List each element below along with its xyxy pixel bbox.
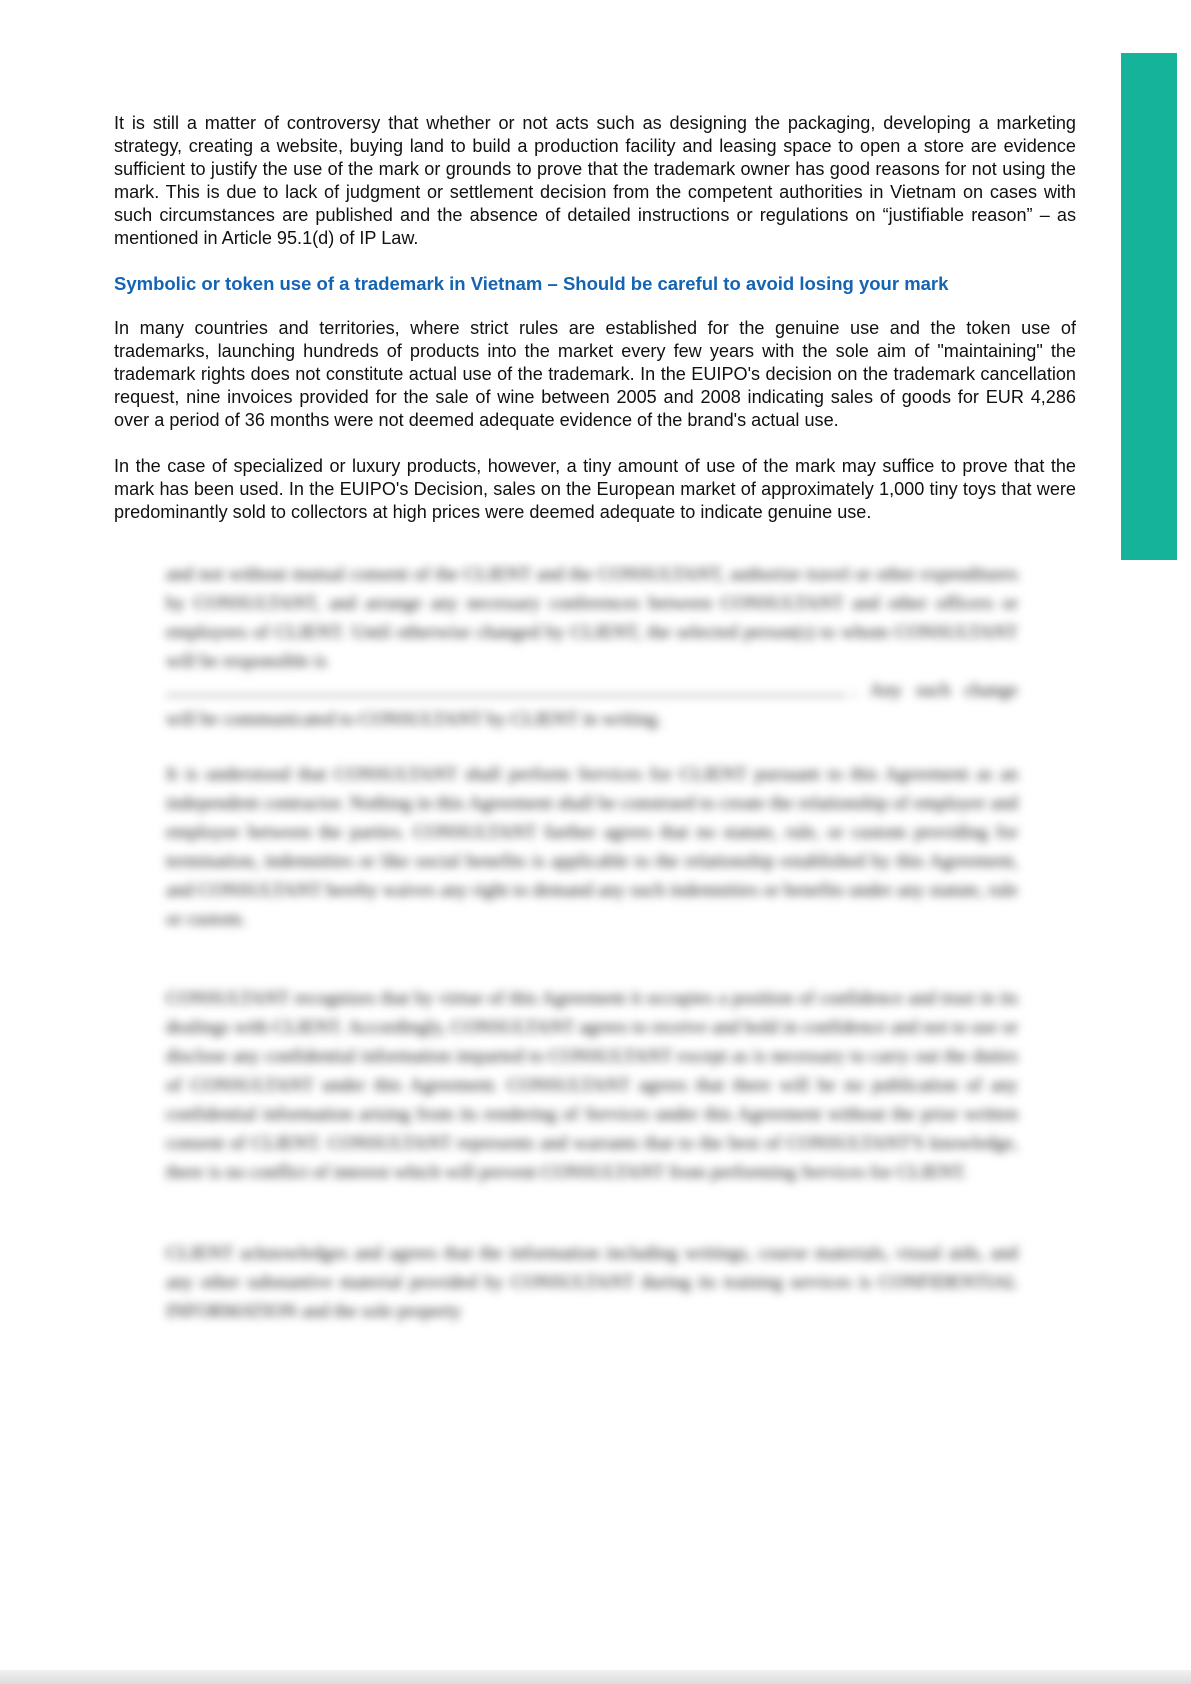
blurred-paragraph: CONSULTANT recognizes that by virtue of this Agreement it occupies a position of confidence and trust in its dealings with CLIENT. Accordingly, CONSULTANT agrees to receive and hold in confidence and not to use or disclose any confidential information imparted to CONSULTANT except as is necessary to carry out the duties of CONSULTANT under this Agreement. CONSULTANT agrees that there will be no publication of any confidential information arising from its rendering of Services under this Agreement without the prior written consent of CLIENT. CONSULTANT represents and warrants that to the best of CONSULTANT'S knowledge, there is no conflict of interest which will prevent CONSULTANT from performing Services for CLIENT.: [166, 988, 1018, 1183]
section-heading: Symbolic or token use of a trademark in Vietnam – Should be careful to avoid losing your mark: [114, 273, 949, 294]
blurred-paragraph-text: and not without mutual consent of the CLIENT and the CONSULTANT, authorize travel or other expenditures by CONSULTANT, and arrange any necessary conferences between CONSULTANT and other officers or employees of CLIENT. Until otherwise changed by CLIENT, the selected person(s) to whom CONSULTANT will be responsible is: [166, 564, 1018, 672]
blurred-paragraph: It is understood that CONSULTANT shall perform Services for CLIENT pursuant to this Agreement as an independent contractor. Nothing in this Agreement shall be construed to create the relationship of employer and employee between the parties. CONSULTANT further agrees that no statute, rule, or custom providing for termination, indemnities or like social benefits is applicable to the relationship established by this Agreement, and CONSULTANT hereby waives any right to demand any such indemnities or benefits under any statute, rule or custom.: [166, 764, 1018, 930]
accent-bar: [1121, 53, 1177, 560]
blurred-paragraph: CLIENT acknowledges and agrees that the information including writings, course materials, visual aids, and any other substantive material provided by CONSULTANT during its training services is CONFIDENTIAL INFORMATION and the sole property: [166, 1243, 1018, 1322]
paragraph-token-use: In many countries and territories, where strict rules are established for the genuine use and the token use of trademarks, launching hundreds of products into the market every few years with the sole aim of "maintaining" the trademark rights does not constitute actual use of the trademark. In the EUIPO's decision on the trademark cancellation request, nine invoices provided for the sale of wine between 2005 and 2008 indicating sales of goods for EUR 4,286 over a period of 36 months were not deemed adequate evidence of the brand's actual use.: [114, 318, 1076, 430]
blurred-text: [166, 560, 1018, 1326]
paragraph-luxury-products: In the case of specialized or luxury products, however, a tiny amount of use of the mark may suffice to prove that the mark has been used. In the EUIPO's Decision, sales on the European market of approximately 1,000 tiny toys that were predominantly sold to collectors at high prices were deemed adequate to indicate genuine use.: [114, 456, 1076, 522]
blurred-paragraph-text: . Any such change will be communicated to CONSULTANT by CLIENT in writing.: [166, 680, 1018, 730]
blurred-paragraph: [166, 560, 1018, 734]
paragraph-controversy: It is still a matter of controversy that whether or not acts such as designing the packaging, developing a marketing strategy, creating a website, buying land to build a production facility and leasing space to open a store are evidence sufficient to justify the use of the mark or grounds to prove that the trademark owner has good reasons for not using the mark. This is due to lack of judgment or settlement decision from the competent authorities in Vietnam on cases with such circumstances are published and the absence of detailed instructions or regulations on “justifiable reason” – as mentioned in Article 95.1(d) of IP Law.: [114, 113, 1076, 248]
blank-line: [166, 695, 846, 696]
blurred-preview-region: [0, 560, 1191, 1670]
page-bottom-edge: [0, 1670, 1191, 1684]
visible-text-region: [114, 112, 1076, 560]
